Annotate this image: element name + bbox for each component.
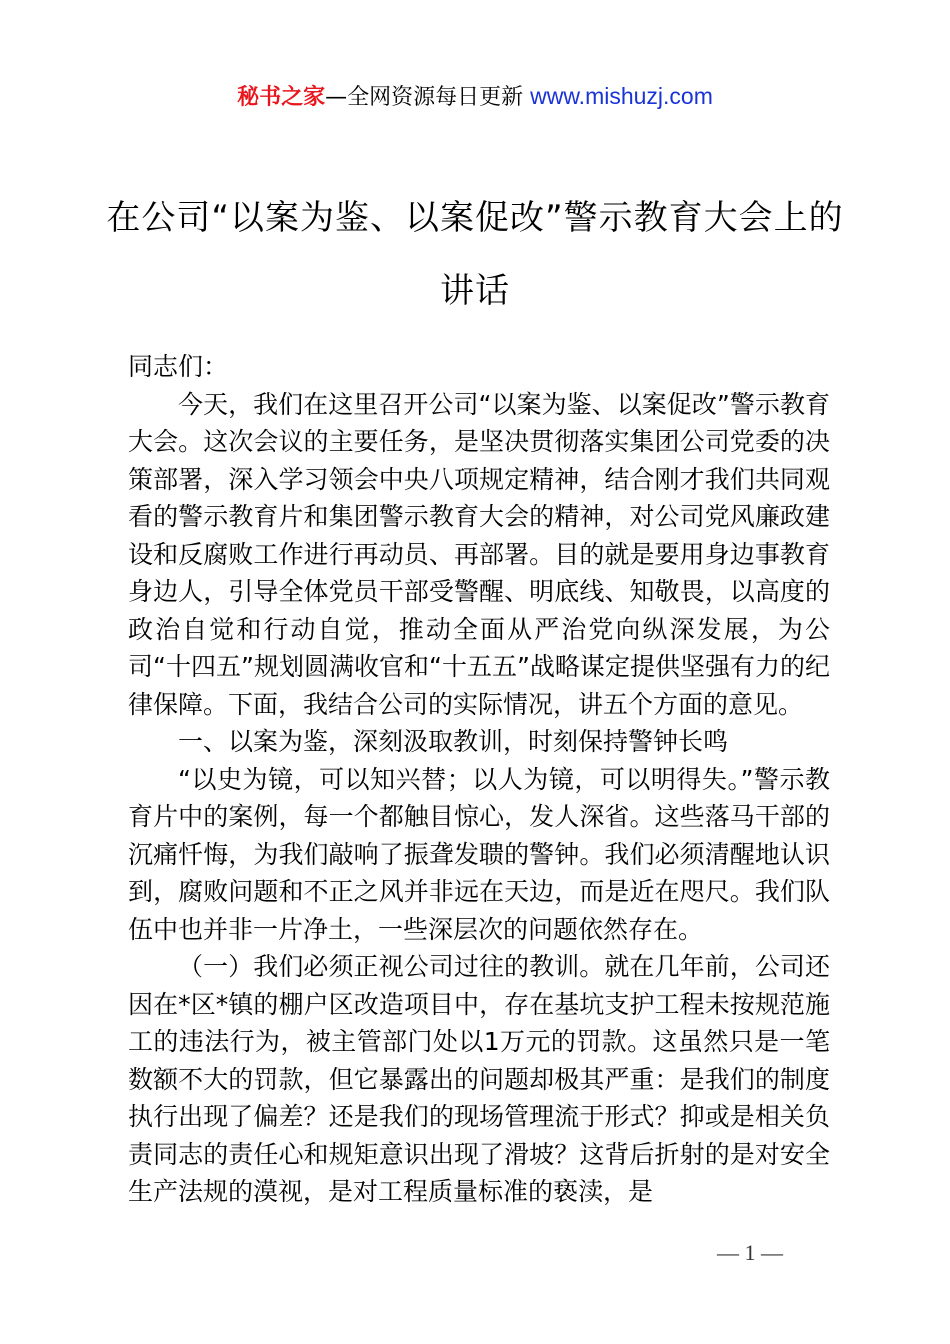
document-title: 在公司“以案为鉴、以案促改”警示教育大会上的讲话: [106, 198, 844, 311]
paragraph-intro: 今天，我们在这里召开公司“以案为鉴、以案促改”警示教育大会。这次会议的主要任务，是坚决贯彻落实集团公司党委的决策部署，深入学习领会中央八项规定精神，结合刚才我们共同观看的警示教育片和集团警示教育大会的精神，对公司党风廉政建设和反腐败工作进行再动员、再部署。目的就是要用身边事教育身边人，引导全体党员干部受警醒、明底线、知敬畏，以高度的政治自觉和行动自觉，推动全面从严治党向纵深发展，为公司“十四五”规划圆满收官和“十五五”战略谋定提供坚强有力的纪律保障。下面，我结合公司的实际情况，讲五个方面的意见。: [128, 389, 830, 719]
site-tagline: —全网资源每日更新: [325, 85, 524, 110]
site-header: [0, 80, 950, 114]
paragraph-subsection-1: （一）我们必须正视公司过往的教训。就在几年前，公司还因在*区*镇的棚户区改造项目中，存在基坑支护工程未按规范施工的违法行为，被主管部门处以1万元的罚款。这虽然只是一笔数额不大的罚款，但它暴露出的问题却极其严重：是我们的制度执行出现了偏差？还是我们的现场管理流于形式？抑或是相关负责同志的责任心和规矩意识出现了滑坡？这背后折射的是对安全生产法规的漠视，是对工程质量标准的亵渎，是: [128, 952, 830, 1206]
page-number: — 1 —: [717, 1240, 783, 1265]
paragraph-quote: “以史为镜，可以知兴替；以人为镜，可以明得失。”警示教育片中的案例，每一个都触目惊心，发人深省。这些落马干部的沉痛忏悔，为我们敲响了振聋发聩的警钟。我们必须清醒地认识到，腐败问题和不正之风并非远在天边，而是近在咫尺。我们队伍中也并非一片净土，一些深层次的问题依然存在。: [128, 764, 830, 944]
section-heading-1: 一、以案为鉴，深刻汲取教训，时刻保持警钟长鸣: [178, 727, 729, 756]
site-brand: 秘书之家: [237, 85, 326, 110]
document-body: [128, 348, 830, 1211]
site-url-link[interactable]: www.mishuzj.com: [530, 83, 713, 109]
salutation: 同志们：: [128, 352, 229, 381]
